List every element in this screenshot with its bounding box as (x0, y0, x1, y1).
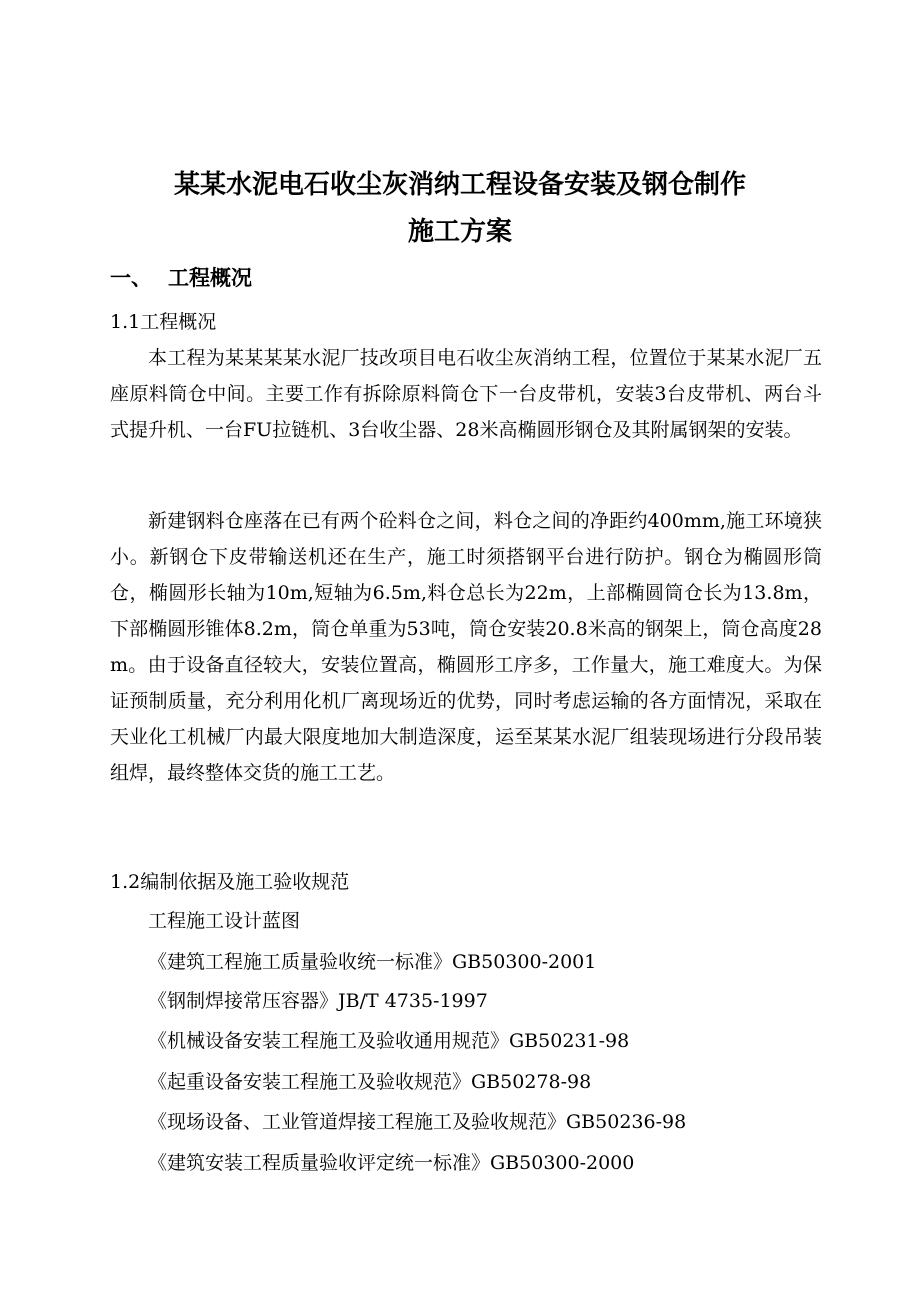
reference-item: 《钢制焊接常压容器》JB/T 4735-1997 (148, 990, 488, 1012)
reference-item: 《建筑工程施工质量验收统一标准》GB50300-2001 (148, 951, 597, 973)
subsection-heading-1-1: 1.1工程概况 (110, 311, 217, 333)
document-subtitle: 施工方案 (407, 217, 512, 247)
section-number: 一、 (110, 266, 152, 290)
reference-item: 《现场设备、工业管道焊接工程施工及验收规范》GB50236-98 (148, 1111, 687, 1133)
document-title: 某某水泥电石收尘灰消纳工程设备安装及钢仓制作 (173, 170, 746, 200)
reference-item: 《起重设备安装工程施工及验收规范》GB50278-98 (148, 1071, 592, 1093)
reference-item: 《建筑安装工程质量验收评定统一标准》GB50300-2000 (148, 1152, 635, 1174)
section-title: 工程概况 (168, 266, 252, 290)
section-heading-1 (110, 263, 252, 293)
reference-item: 工程施工设计蓝图 (148, 910, 301, 932)
reference-item: 《机械设备安装工程施工及验收通用规范》GB50231-98 (148, 1030, 630, 1052)
paragraph-project-overview: 本工程为某某某某水泥厂技改项目电石收尘灰消纳工程，位置位于某某水泥厂五座原料筒仓中间。主要工作有拆除原料筒仓下一台皮带机，安装3台皮带机、两台斗式提升机、一台FU拉链机、3台收尘器、28米高椭圆形钢仓及其附属钢架的安装。 (110, 347, 822, 441)
paragraph-project-details: 新建钢料仓座落在已有两个砼料仓之间，料仓之间的净距约400mm,施工环境狭小。新钢仓下皮带输送机还在生产，施工时须搭钢平台进行防护。钢仓为椭圆形筒仓，椭圆形长轴为10m,短轴为6.5m,料仓总长为22m，上部椭圆筒仓长为13.8m，下部椭圆形锥体8.2m，筒仓单重为53吨，筒仓安装20.8米高的钢架上，筒仓高度28m。由于设备直径较大，安装位置高，椭圆形工序多，工作量大，施工难度大。为保证预制质量，充分利用化机厂离现场近的优势，同时考虑运输的各方面情况，采取在天业化工机械厂内最大限度地加大制造深度，运至某某水泥厂组装现场进行分段吊装组焊，最终整体交货的施工工艺。 (110, 510, 822, 784)
subsection-heading-1-2: 1.2编制依据及施工验收规范 (110, 871, 350, 893)
